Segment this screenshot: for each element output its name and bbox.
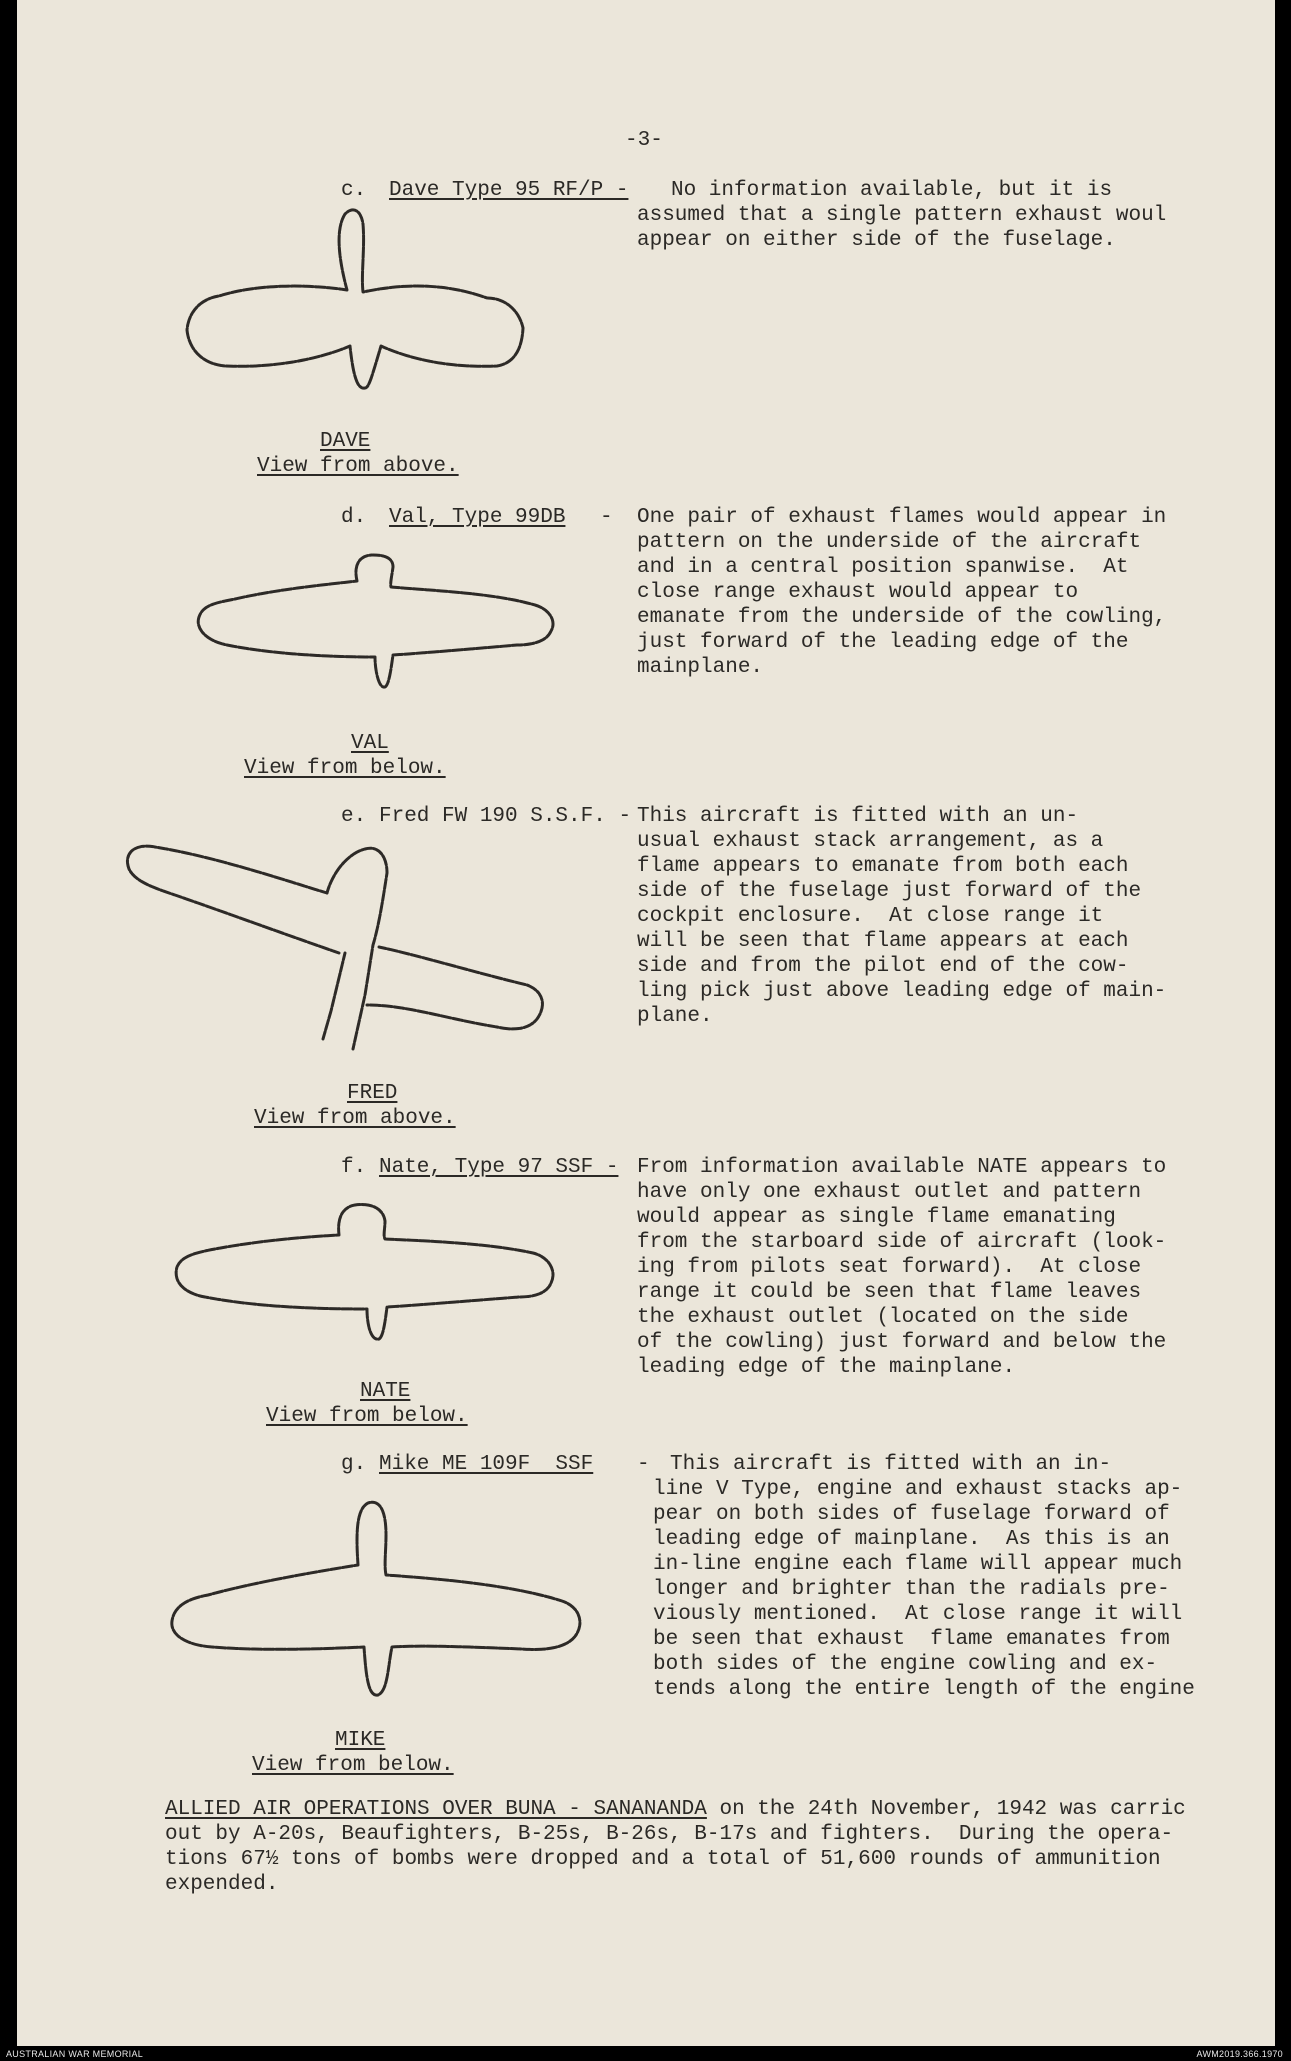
entry-g-name: Mike ME 109F SSF [379,1453,594,1476]
page-number: -3- [625,129,663,152]
mike-silhouette [152,1495,602,1705]
dave-silhouette [167,200,537,400]
entry-c-caption-name: DAVE [320,430,371,453]
entry-e-caption-name: FRED [347,1082,398,1105]
entry-d-text-3: close range exhaust would appear to [637,581,1079,604]
entry-g-text-7: be seen that exhaust flame emanates from [653,1628,1170,1651]
entry-d-text-2: and in a central position spanwise. At [637,556,1129,579]
entry-c-text-0: No information available, but it is [671,179,1113,202]
closing-heading: ALLIED AIR OPERATIONS OVER BUNA - SANANANDA [165,1798,707,1821]
entry-g-caption-name: MIKE [335,1729,386,1752]
entry-e-text-8: plane. [637,1005,713,1028]
entry-d-text-5: just forward of the leading edge of the [637,631,1129,654]
entry-f-name: Nate, Type 97 SSF - [379,1156,619,1179]
entry-e-text-6: side and from the pilot end of the cow- [637,955,1129,978]
entry-e-caption-view: View from above. [254,1107,456,1130]
entry-e-text-1: usual exhaust stack arrangement, as a [637,830,1104,853]
entry-g-dash: - [637,1453,650,1476]
closing-line-2: tions 67½ tons of bombs were dropped and a total of 51,600 rounds of ammunition [165,1848,1161,1871]
entry-f-text-5: range it could be seen that flame leaves [637,1281,1142,1304]
entry-c-caption-view: View from above. [257,455,459,478]
entry-g-text-1: line V Type, engine and exhaust stacks ap- [653,1478,1183,1501]
closing-line-0: on the 24th November, 1942 was carric [706,1798,1186,1821]
entry-d-text-0: One pair of exhaust flames would appear in [637,506,1167,529]
entry-g-text-2: pear on both sides of fuselage forward of [653,1503,1170,1526]
entry-c-letter: c. [341,179,367,202]
entry-f-text-7: of the cowling) just forward and below the [637,1331,1167,1354]
entry-e-text-7: ling pick just above leading edge of main- [637,980,1167,1003]
entry-c-text-1: assumed that a single pattern exhaust woul [637,204,1167,227]
entry-d-caption-view: View from below. [244,757,446,780]
entry-f-text-4: ing from pilots seat forward). At close [637,1256,1142,1279]
entry-f-caption-view: View from below. [266,1405,468,1428]
entry-e-text-2: flame appears to emanate from both each [637,855,1129,878]
entry-g-text-9: tends along the entire length of the engine [653,1678,1195,1701]
entry-d-caption-name: VAL [351,732,389,755]
entry-f-caption-name: NATE [360,1380,411,1403]
closing-paragraph [165,1797,1186,1822]
entry-e-letter: e. [341,805,367,828]
entry-f-text-0: From information available NATE appears to [637,1156,1167,1179]
entry-g-text-4: in-line engine each flame will appear much [653,1553,1183,1576]
nate-silhouette [157,1195,567,1355]
val-silhouette [187,545,567,695]
footer-credit: AUSTRALIAN WAR MEMORIAL [6,2049,144,2059]
closing-line-1: out by A-20s, Beaufighters, B-25s, B-26s, B-17s and fighters. During the opera- [165,1823,1174,1846]
entry-g-text-3: leading edge of mainplane. As this is an [653,1528,1170,1551]
fred-silhouette [117,835,587,1060]
entry-d-dash: - [600,506,613,529]
closing-line-3: expended. [165,1873,279,1896]
entry-f-letter: f. [341,1156,367,1179]
entry-d-name: Val, Type 99DB [389,506,566,529]
entry-g-text-8: both sides of the engine cowling and ex- [653,1653,1158,1676]
entry-f-text-2: would appear as single flame emanating [637,1206,1116,1229]
entry-f-text-1: have only one exhaust outlet and pattern [637,1181,1142,1204]
entry-e-name: Fred FW 190 S.S.F. - [379,805,632,828]
entry-f-text-6: the exhaust outlet (located on the side [637,1306,1129,1329]
entry-g-text-0: This aircraft is fitted with an in- [670,1453,1112,1476]
footer-accession: AWM2019.366.1970 [1196,2049,1283,2059]
entry-f-text-8: leading edge of the mainplane. [637,1356,1016,1379]
entry-g-text-6: viously mentioned. At close range it will [653,1603,1183,1626]
entry-e-text-5: will be seen that flame appears at each [637,930,1129,953]
entry-e-text-3: side of the fuselage just forward of the [637,880,1142,903]
entry-d-text-1: pattern on the underside of the aircraft [637,531,1142,554]
entry-c-name: Dave Type 95 RF/P - [389,179,629,202]
entry-c-text-2: appear on either side of the fuselage. [637,229,1116,252]
entry-e-text-0: This aircraft is fitted with an un- [637,805,1079,828]
entry-g-letter: g. [341,1453,367,1476]
entry-g-caption-view: View from below. [252,1754,454,1777]
entry-d-letter: d. [341,506,367,529]
entry-f-text-3: from the starboard side of aircraft (look- [637,1231,1167,1254]
entry-d-text-6: mainplane. [637,656,764,679]
entry-d-text-4: emanate from the underside of the cowling, [637,606,1167,629]
entry-e-text-4: cockpit enclosure. At close range it [637,905,1104,928]
document-page [17,0,1275,2046]
entry-g-text-5: longer and brighter than the radials pre- [653,1578,1170,1601]
